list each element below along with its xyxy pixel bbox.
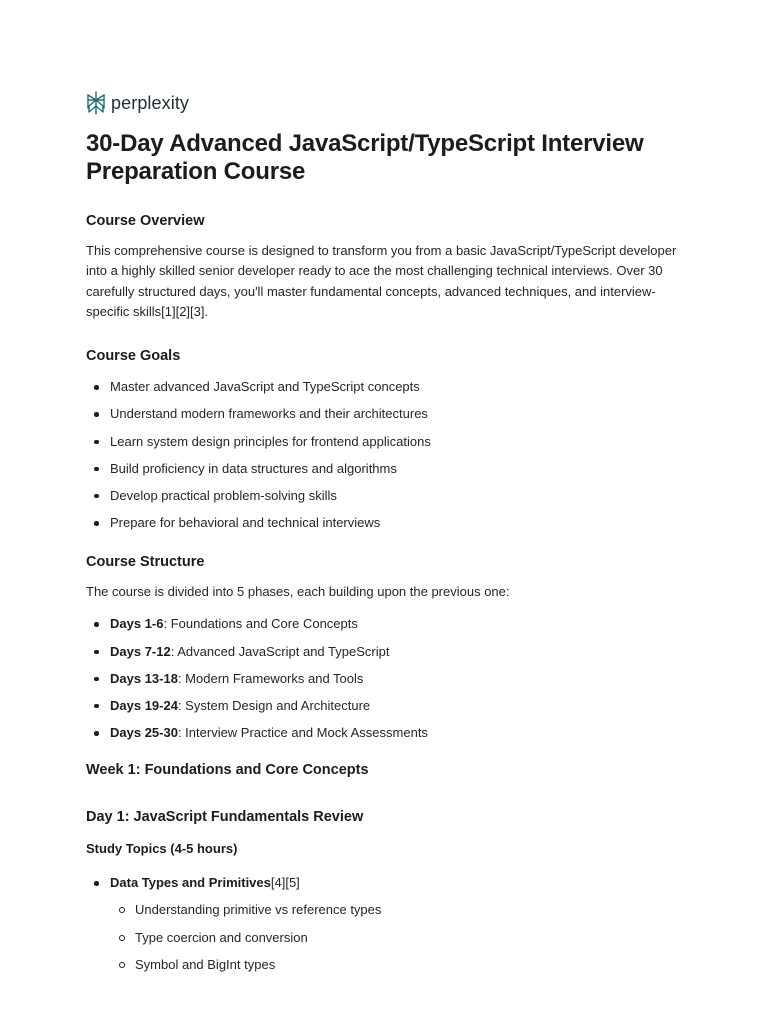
brand-name: perplexity [111, 92, 190, 113]
goals-list [86, 379, 686, 531]
structure-heading: Course Structure [86, 554, 205, 571]
topics-list [86, 875, 686, 973]
structure-intro: The course is divided into 5 phases, each building upon the previous one: [86, 584, 510, 600]
list-item: Prepare for behavioral and technical interviews [86, 515, 686, 531]
week1-heading: Week 1: Foundations and Core Concepts [86, 762, 369, 779]
list-item: Build proficiency in data structures and algorithms [86, 461, 686, 477]
list-item: Master advanced JavaScript and TypeScript concepts [86, 379, 686, 395]
document-page [86, 90, 686, 984]
phase-desc: : System Design and Architecture [177, 697, 371, 713]
brand-header [86, 90, 686, 116]
sub-list-item: Type coercion and conversion [86, 930, 686, 946]
overview-heading: Course Overview [86, 213, 205, 229]
list-item: Develop practical problem-solving skills [86, 488, 686, 504]
list-item: Learn system design principles for frontend applications [86, 434, 686, 450]
phase-desc: : Foundations and Core Concepts [163, 616, 358, 632]
goals-heading: Course Goals [86, 348, 181, 365]
sub-list-item: Symbol and BigInt types [86, 957, 686, 973]
phase-days: Days 25-30 [110, 725, 178, 741]
phase-days: Days 19-24 [110, 697, 178, 713]
phase-item [86, 725, 686, 741]
phase-days: Days 7-12 [110, 643, 171, 659]
phase-item [86, 671, 686, 687]
day1-heading: Day 1: JavaScript Fundamentals Review [86, 809, 364, 826]
phases-list [86, 616, 686, 741]
list-item: Understand modern frameworks and their architectures [86, 406, 686, 422]
phase-desc: : Advanced JavaScript and TypeScript [170, 643, 390, 659]
phase-item [86, 698, 686, 714]
overview-text: This comprehensive course is designed to transform you from a basic JavaScript/TypeScript developer into a highly skilled senior developer ready to ace the most challenging technical interviews. Over 30 carefully structured days, you'll master fundamental concepts, advanced techniques, and interview-specific skills[1][2][3]. [86, 243, 677, 319]
topic-refs: [4][5] [270, 875, 300, 891]
phase-desc: : Modern Frameworks and Tools [177, 670, 364, 686]
topic-item [86, 875, 686, 891]
study-topics-heading: Study Topics (4-5 hours) [86, 841, 238, 857]
sub-list-item: Understanding primitive vs reference types [86, 902, 686, 918]
topic-title: Data Types and Primitives [110, 875, 271, 891]
phase-days: Days 13-18 [110, 670, 178, 686]
page-title: 30-Day Advanced JavaScript/TypeScript Interview Preparation Course [86, 130, 644, 185]
perplexity-logo-icon [86, 91, 106, 115]
phase-item [86, 616, 686, 632]
phase-item [86, 644, 686, 660]
phase-days: Days 1-6 [110, 616, 164, 632]
phase-desc: : Interview Practice and Mock Assessments [177, 725, 428, 741]
